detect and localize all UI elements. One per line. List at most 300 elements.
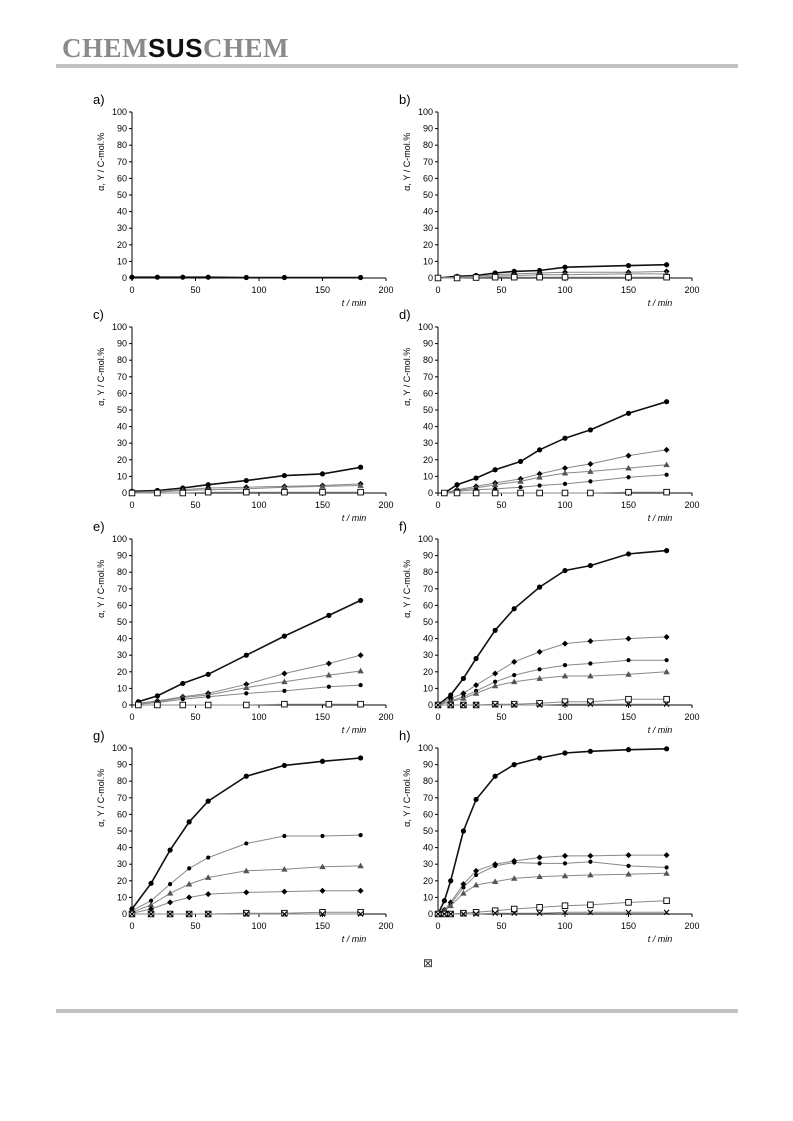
x-axis-label: t / min xyxy=(647,513,673,523)
y-tick-label: 100 xyxy=(417,107,433,117)
data-point xyxy=(511,274,517,280)
y-tick-label: 60 xyxy=(422,388,433,399)
journal-title-part2: SUS xyxy=(148,33,203,63)
data-point xyxy=(320,759,325,764)
chart-panel-f xyxy=(399,519,700,735)
series-square xyxy=(129,910,363,917)
y-tick-label: 80 xyxy=(422,140,433,151)
y-tick-label: 80 xyxy=(116,567,127,578)
data-point xyxy=(512,860,516,864)
data-point xyxy=(205,702,211,708)
data-point xyxy=(512,762,517,767)
y-tick-label: 30 xyxy=(116,650,127,661)
data-point xyxy=(664,634,670,640)
data-point xyxy=(454,482,459,487)
y-tick-label: 50 xyxy=(422,617,433,627)
data-point xyxy=(155,275,160,280)
y-tick-label: 30 xyxy=(422,223,433,234)
y-tick-label: 0 xyxy=(121,488,127,498)
panel-label: h) xyxy=(399,728,411,743)
journal-title-part1: CHEM xyxy=(62,33,148,63)
y-tick-label: 60 xyxy=(116,173,127,184)
x-tick-label: 200 xyxy=(684,712,700,722)
x-tick-label: 150 xyxy=(314,712,331,722)
data-point xyxy=(588,902,594,908)
data-point xyxy=(587,461,593,467)
data-point xyxy=(474,475,479,480)
data-point xyxy=(473,275,479,281)
x-tick-label: 50 xyxy=(496,712,507,722)
data-point xyxy=(562,641,568,647)
data-point xyxy=(454,490,460,496)
data-point xyxy=(626,658,630,662)
footer-rule xyxy=(56,1009,738,1013)
y-tick-label: 20 xyxy=(422,239,433,250)
y-tick-label: 30 xyxy=(116,438,127,449)
data-point xyxy=(358,489,364,495)
data-point xyxy=(664,898,670,904)
data-point xyxy=(626,900,632,906)
x-tick-label: 50 xyxy=(496,921,507,931)
series-circle xyxy=(435,746,669,916)
data-point xyxy=(282,473,287,478)
y-tick-label: 60 xyxy=(116,809,127,820)
data-point xyxy=(320,888,326,894)
data-point xyxy=(244,275,249,280)
data-point xyxy=(206,695,210,699)
x-tick-label: 50 xyxy=(496,285,507,295)
data-point xyxy=(187,819,192,824)
data-point xyxy=(664,274,670,280)
series-triangle xyxy=(129,863,364,915)
series-circle xyxy=(129,275,363,281)
data-point xyxy=(588,490,594,496)
data-point xyxy=(587,638,593,644)
y-tick-label: 80 xyxy=(422,567,433,578)
y-tick-label: 100 xyxy=(111,743,127,753)
y-tick-label: 30 xyxy=(116,223,127,234)
series-diamond xyxy=(435,634,670,708)
series-line xyxy=(438,855,667,914)
data-point xyxy=(358,465,363,470)
data-point xyxy=(538,861,542,865)
y-tick-label: 100 xyxy=(417,743,433,753)
x-tick-label: 0 xyxy=(129,285,135,295)
series-diamond xyxy=(435,852,670,917)
data-point xyxy=(206,855,210,859)
y-tick-label: 60 xyxy=(116,388,127,399)
data-point xyxy=(180,275,185,280)
x-tick-label: 200 xyxy=(378,500,394,510)
y-tick-label: 50 xyxy=(422,826,433,836)
data-point xyxy=(129,275,134,280)
panel-label: e) xyxy=(93,519,105,534)
data-point xyxy=(493,774,498,779)
data-point xyxy=(327,685,331,689)
x-tick-label: 150 xyxy=(314,285,331,295)
data-point xyxy=(358,598,363,603)
series-triangle xyxy=(435,669,670,708)
x-tick-label: 150 xyxy=(620,921,637,931)
data-point xyxy=(663,669,669,675)
y-tick-label: 0 xyxy=(121,700,127,710)
panel-label: d) xyxy=(399,307,411,322)
y-tick-label: 100 xyxy=(417,322,433,332)
data-point xyxy=(562,265,567,270)
y-tick-label: 50 xyxy=(116,826,127,836)
data-point xyxy=(136,702,142,708)
y-tick-label: 60 xyxy=(116,600,127,611)
x-tick-label: 50 xyxy=(496,500,507,510)
data-point xyxy=(588,661,592,665)
data-point xyxy=(588,860,592,864)
data-point xyxy=(537,447,542,452)
data-point xyxy=(442,898,447,903)
y-tick-label: 0 xyxy=(121,909,127,919)
data-point xyxy=(563,663,567,667)
data-point xyxy=(562,750,567,755)
data-point xyxy=(461,676,466,681)
chart-panel-d xyxy=(399,307,700,523)
data-point xyxy=(281,889,287,895)
y-tick-label: 40 xyxy=(422,633,433,644)
y-tick-label: 0 xyxy=(427,273,433,283)
data-point xyxy=(461,828,466,833)
data-point xyxy=(282,910,288,916)
y-tick-label: 50 xyxy=(422,190,433,200)
x-tick-label: 200 xyxy=(684,285,700,295)
x-tick-label: 100 xyxy=(251,500,267,510)
data-point xyxy=(186,894,192,900)
data-point xyxy=(492,701,498,707)
data-point xyxy=(167,899,173,905)
data-point xyxy=(244,478,249,483)
data-point xyxy=(626,747,631,752)
x-tick-label: 0 xyxy=(435,500,441,510)
y-tick-label: 50 xyxy=(116,617,127,627)
chart-panel-b xyxy=(399,92,700,308)
y-tick-label: 70 xyxy=(116,156,127,167)
data-point xyxy=(474,797,479,802)
x-tick-label: 200 xyxy=(378,285,394,295)
data-point xyxy=(181,697,185,701)
x-tick-label: 100 xyxy=(557,500,573,510)
y-tick-label: 80 xyxy=(116,355,127,366)
x-tick-label: 150 xyxy=(620,285,637,295)
data-point xyxy=(282,275,287,280)
y-tick-label: 90 xyxy=(422,550,433,561)
x-tick-label: 0 xyxy=(435,712,441,722)
y-tick-label: 90 xyxy=(116,759,127,770)
y-tick-label: 40 xyxy=(116,421,127,432)
data-point xyxy=(442,490,448,496)
data-point xyxy=(205,489,211,495)
x-tick-label: 100 xyxy=(251,921,267,931)
y-tick-label: 60 xyxy=(422,600,433,611)
data-point xyxy=(155,490,161,496)
y-axis-label: α, Y / C-mol.% xyxy=(96,347,106,406)
data-point xyxy=(358,701,364,707)
data-point xyxy=(206,799,211,804)
y-axis-label: α, Y / C-mol.% xyxy=(402,132,412,191)
data-point xyxy=(206,275,211,280)
data-point xyxy=(511,659,517,665)
y-tick-label: 40 xyxy=(116,633,127,644)
series-circle xyxy=(435,548,669,708)
data-point xyxy=(664,548,669,553)
data-point xyxy=(326,701,332,707)
y-tick-label: 20 xyxy=(422,666,433,677)
data-point xyxy=(562,490,568,496)
data-point xyxy=(588,563,593,568)
data-point xyxy=(180,702,186,708)
data-point xyxy=(663,462,669,468)
series-square xyxy=(136,701,364,707)
chart-panel-c xyxy=(93,307,394,523)
data-point xyxy=(626,852,632,858)
data-point xyxy=(148,881,153,886)
y-tick-label: 60 xyxy=(422,173,433,184)
data-point xyxy=(167,890,173,896)
data-point xyxy=(244,841,248,845)
y-axis-label: α, Y / C-mol.% xyxy=(96,559,106,618)
panel-label: b) xyxy=(399,92,411,107)
data-point xyxy=(588,427,593,432)
x-tick-label: 200 xyxy=(378,712,394,722)
y-tick-label: 80 xyxy=(116,140,127,151)
y-tick-label: 80 xyxy=(116,776,127,787)
y-tick-label: 20 xyxy=(116,875,127,886)
data-point xyxy=(326,613,331,618)
y-tick-label: 10 xyxy=(422,683,433,694)
data-point xyxy=(626,411,631,416)
y-tick-label: 80 xyxy=(422,776,433,787)
data-point xyxy=(326,661,332,667)
y-tick-label: 0 xyxy=(427,909,433,919)
y-tick-label: 100 xyxy=(111,107,127,117)
data-point xyxy=(664,447,670,453)
data-point xyxy=(244,774,249,779)
y-tick-label: 90 xyxy=(116,550,127,561)
data-point xyxy=(180,490,186,496)
data-point xyxy=(664,262,669,267)
data-point xyxy=(358,275,363,280)
data-point xyxy=(537,755,542,760)
data-point xyxy=(664,852,670,858)
x-tick-label: 0 xyxy=(129,921,135,931)
y-tick-label: 30 xyxy=(422,859,433,870)
data-point xyxy=(474,656,479,661)
y-tick-label: 70 xyxy=(116,792,127,803)
x-tick-label: 150 xyxy=(314,921,331,931)
data-point xyxy=(665,865,669,869)
x-axis-label: t / min xyxy=(341,513,367,523)
panel-label: f) xyxy=(399,519,407,534)
data-point xyxy=(537,649,543,655)
y-axis-label: α, Y / C-mol.% xyxy=(402,559,412,618)
data-point xyxy=(359,683,363,687)
data-point xyxy=(493,864,497,868)
data-point xyxy=(129,490,135,496)
x-tick-label: 0 xyxy=(435,921,441,931)
data-point xyxy=(537,490,543,496)
data-point xyxy=(244,489,250,495)
data-point xyxy=(562,853,568,859)
y-tick-label: 10 xyxy=(422,892,433,903)
y-tick-label: 20 xyxy=(422,454,433,465)
x-tick-label: 150 xyxy=(620,712,637,722)
data-point xyxy=(359,833,363,837)
series-circle xyxy=(442,399,669,496)
data-point xyxy=(358,888,364,894)
data-point xyxy=(282,489,288,495)
x-tick-label: 50 xyxy=(190,285,201,295)
y-tick-label: 10 xyxy=(116,683,127,694)
y-tick-label: 80 xyxy=(422,355,433,366)
y-tick-label: 90 xyxy=(116,338,127,349)
y-tick-label: 90 xyxy=(422,338,433,349)
series-diamond xyxy=(135,652,363,706)
series-line xyxy=(438,672,667,705)
data-point xyxy=(665,473,669,477)
data-point xyxy=(282,834,286,838)
x-tick-label: 50 xyxy=(190,712,201,722)
data-point xyxy=(664,399,669,404)
y-tick-label: 20 xyxy=(116,454,127,465)
series-line xyxy=(438,749,667,914)
data-point xyxy=(282,763,287,768)
data-point xyxy=(435,275,441,281)
data-point xyxy=(626,864,630,868)
y-tick-label: 70 xyxy=(422,583,433,594)
x-tick-label: 200 xyxy=(684,921,700,931)
data-point xyxy=(492,490,498,496)
data-point xyxy=(563,861,567,865)
x-tick-label: 50 xyxy=(190,500,201,510)
y-tick-label: 30 xyxy=(422,650,433,661)
data-point xyxy=(282,689,286,693)
data-point xyxy=(180,681,185,686)
data-point xyxy=(626,274,632,280)
data-point xyxy=(537,585,542,590)
panel-label: c) xyxy=(93,307,104,322)
data-point xyxy=(511,701,517,707)
data-point xyxy=(244,691,248,695)
x-tick-label: 0 xyxy=(129,712,135,722)
data-point xyxy=(626,263,631,268)
data-point xyxy=(538,483,542,487)
y-tick-label: 60 xyxy=(422,809,433,820)
y-tick-label: 10 xyxy=(116,471,127,482)
x-tick-label: 100 xyxy=(557,921,573,931)
x-tick-label: 0 xyxy=(129,500,135,510)
data-point xyxy=(493,628,498,633)
y-tick-label: 40 xyxy=(116,842,127,853)
data-point xyxy=(155,693,160,698)
series-square xyxy=(435,696,669,707)
y-tick-label: 10 xyxy=(422,471,433,482)
data-point xyxy=(537,905,543,911)
y-tick-label: 70 xyxy=(116,371,127,382)
y-tick-label: 90 xyxy=(422,123,433,134)
x-tick-label: 100 xyxy=(557,285,573,295)
y-tick-label: 50 xyxy=(116,190,127,200)
data-point xyxy=(282,634,287,639)
footnote-symbol: ⊠ xyxy=(423,956,434,970)
x-tick-label: 0 xyxy=(435,285,441,295)
x-tick-label: 150 xyxy=(620,500,637,510)
data-point xyxy=(588,479,592,483)
chart-panel-e xyxy=(93,519,394,735)
data-point xyxy=(626,475,630,479)
y-tick-label: 0 xyxy=(427,700,433,710)
data-point xyxy=(243,889,249,895)
series-line xyxy=(438,660,667,705)
y-tick-label: 90 xyxy=(422,759,433,770)
y-tick-label: 40 xyxy=(422,206,433,217)
data-point xyxy=(626,696,632,702)
data-point xyxy=(664,696,670,702)
panel-label: a) xyxy=(93,92,105,107)
data-point xyxy=(282,701,288,707)
data-point xyxy=(473,682,479,688)
data-point xyxy=(155,702,161,708)
data-point xyxy=(493,467,498,472)
data-point xyxy=(358,652,364,658)
y-tick-label: 70 xyxy=(422,792,433,803)
x-axis-label: t / min xyxy=(341,934,367,944)
x-axis-label: t / min xyxy=(647,298,673,308)
y-tick-label: 0 xyxy=(427,488,433,498)
data-point xyxy=(357,668,363,674)
x-axis-label: t / min xyxy=(647,725,673,735)
data-point xyxy=(664,746,669,751)
data-point xyxy=(244,910,250,916)
y-tick-label: 20 xyxy=(422,875,433,886)
y-axis-label: α, Y / C-mol.% xyxy=(96,768,106,827)
data-point xyxy=(358,755,363,760)
y-tick-label: 10 xyxy=(422,256,433,267)
series-circle xyxy=(129,755,363,911)
data-point xyxy=(461,885,465,889)
data-point xyxy=(461,910,467,916)
x-tick-label: 200 xyxy=(684,500,700,510)
data-point xyxy=(205,891,211,897)
data-point xyxy=(626,636,632,642)
data-point xyxy=(320,471,325,476)
x-tick-label: 200 xyxy=(378,921,394,931)
data-point xyxy=(588,749,593,754)
y-axis-label: α, Y / C-mol.% xyxy=(402,768,412,827)
data-point xyxy=(320,834,324,838)
data-point xyxy=(448,878,453,883)
y-tick-label: 100 xyxy=(417,534,433,544)
data-point xyxy=(281,670,287,676)
series-line xyxy=(438,551,667,705)
chart-panel-a xyxy=(93,92,394,308)
data-point xyxy=(518,490,524,496)
data-point xyxy=(512,673,516,677)
data-point xyxy=(168,882,172,886)
data-point xyxy=(537,274,543,280)
data-point xyxy=(492,274,498,280)
data-point xyxy=(562,568,567,573)
y-tick-label: 90 xyxy=(116,123,127,134)
y-tick-label: 100 xyxy=(111,534,127,544)
y-tick-label: 10 xyxy=(116,892,127,903)
data-point xyxy=(206,672,211,677)
data-point xyxy=(562,274,568,280)
